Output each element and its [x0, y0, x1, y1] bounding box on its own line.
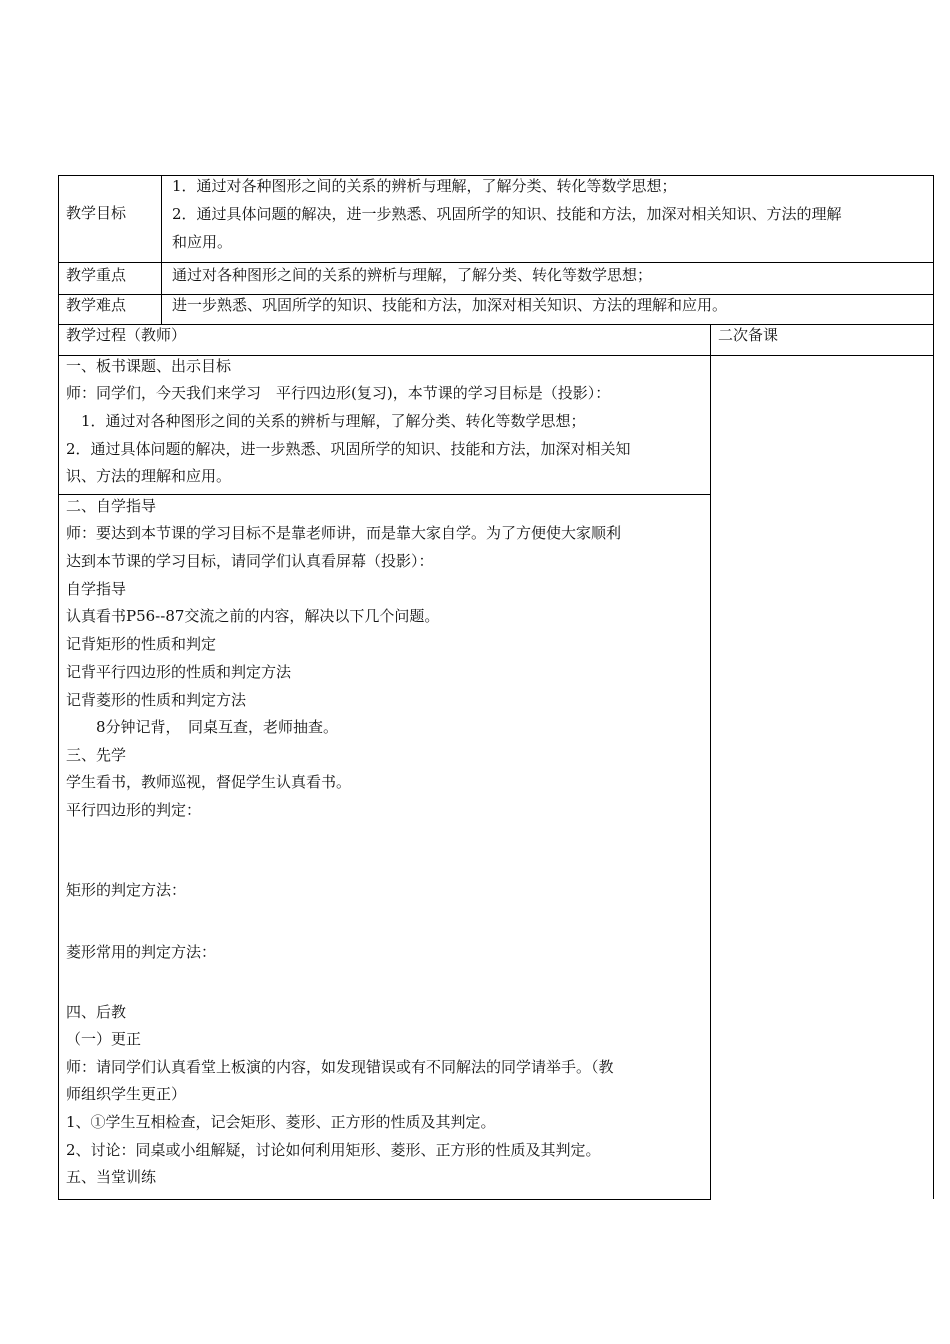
section4-line-4: 1、①学生互相检查，记会矩形、菱形、正方形的性质及其判定。 — [66, 1113, 496, 1131]
section4-line-1: （一）更正 — [66, 1030, 142, 1048]
section2-line-3: 达到本节课的学习目标，请同学们认真看屏幕（投影）： — [66, 552, 434, 570]
section5-heading: 五、当堂训练 — [66, 1168, 157, 1186]
goals-label: 教学目标 — [66, 204, 127, 222]
goal-line-2: 2．通过具体问题的解决，进一步熟悉、巩固所学的知识、技能和方法，加深对相关知识、方法的理解 — [172, 205, 842, 223]
section4-line-5: 2、讨论：同桌或小组解疑，讨论如何利用矩形、菱形、正方形的性质及其判定。 — [66, 1141, 601, 1159]
section2-line-2: 师：要达到本节课的学习目标不是靠老师讲，而是靠大家自学。为了方便使大家顺利 — [66, 524, 622, 542]
section2-line-9: 8分钟记背， 同桌互查，老师抽查。 — [66, 718, 339, 736]
section2-line-5: 认真看书P56--87交流之前的内容，解决以下几个问题。 — [66, 607, 440, 625]
goal-line-3: 和应用。 — [172, 233, 233, 251]
process-column-divider — [710, 324, 711, 1199]
section1-line-5: 识、方法的理解和应用。 — [66, 467, 232, 485]
process-title: 教学过程（教师） — [66, 326, 187, 344]
label-column-divider — [161, 175, 162, 324]
section2-line-1: 二、自学指导 — [66, 497, 157, 515]
table-right-border — [933, 175, 934, 1199]
section4-line-3: 师组织学生更正） — [66, 1085, 187, 1103]
section3-line-4: 菱形常用的判定方法： — [66, 943, 217, 961]
section1-line-3: 1．通过对各种图形之间的关系的辨析与理解，了解分类、转化等数学思想； — [66, 412, 586, 430]
section2-line-8: 记背菱形的性质和判定方法 — [66, 691, 247, 709]
key-label: 教学重点 — [66, 266, 127, 284]
row-divider-difficulty — [58, 324, 934, 325]
difficulty-label: 教学难点 — [66, 296, 127, 314]
key-text: 通过对各种图形之间的关系的辨析与理解，了解分类、转化等数学思想； — [172, 266, 653, 284]
section2-line-7: 记背平行四边形的性质和判定方法 — [66, 663, 292, 681]
section2-line-6: 记背矩形的性质和判定 — [66, 635, 217, 653]
row-divider-goals — [58, 262, 934, 263]
second-prep-label: 二次备课 — [718, 326, 779, 344]
section1-line-4: 2．通过具体问题的解决，进一步熟悉、巩固所学的知识、技能和方法，加深对相关知 — [66, 440, 631, 458]
section3-line-3: 矩形的判定方法： — [66, 881, 187, 899]
section1-line-1: 一、板书课题、出示目标 — [66, 357, 232, 375]
section3-heading: 三、先学 — [66, 746, 127, 764]
section1-line-2: 师：同学们，今天我们来学习 平行四边形(复习)，本节课的学习目标是（投影）： — [66, 384, 611, 402]
section3-line-1: 学生看书，教师巡视，督促学生认真看书。 — [66, 773, 352, 791]
section4-heading: 四、后教 — [66, 1003, 127, 1021]
table-left-border — [58, 175, 59, 1199]
section3-line-2: 平行四边形的判定： — [66, 801, 202, 819]
goal-line-1: 1．通过对各种图形之间的关系的辨析与理解，了解分类、转化等数学思想； — [172, 177, 677, 195]
table-bottom-border — [58, 1199, 711, 1200]
row-divider-section1 — [58, 494, 711, 495]
section2-line-4: 自学指导 — [66, 580, 127, 598]
difficulty-text: 进一步熟悉、巩固所学的知识、技能和方法，加深对相关知识、方法的理解和应用。 — [172, 296, 728, 314]
section4-line-2: 师：请同学们认真看堂上板演的内容，如发现错误或有不同解法的同学请举手。（教 — [66, 1058, 614, 1076]
